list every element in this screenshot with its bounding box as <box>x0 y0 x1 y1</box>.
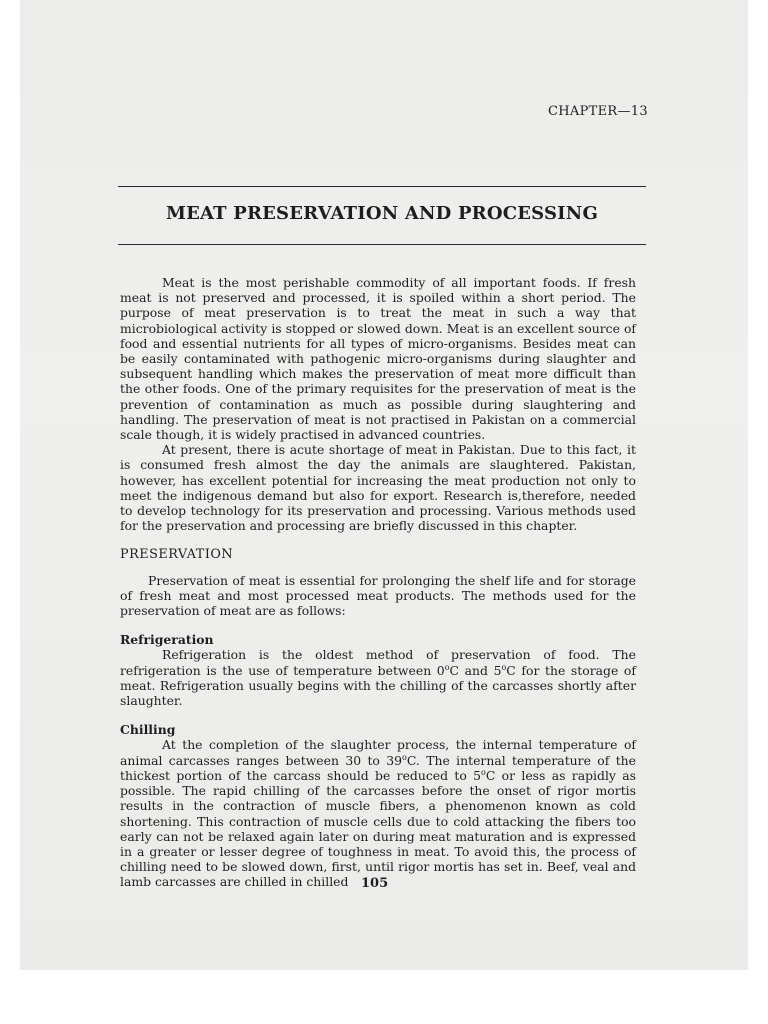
title-top-rule <box>118 186 646 187</box>
section-heading-preservation: PRESERVATION <box>120 547 234 563</box>
preservation-paragraph: Preservation of meat is essential for prolonging the shelf life and for storage of fresh meat and most processed meat products. The methods used for the preservation of meat are as follows: <box>120 572 636 619</box>
page-sheet <box>20 0 748 970</box>
refrigeration-paragraph: Refrigeration is the oldest method of preservation of food. The refrigeration is the use of temperature between 0$^o$C and 5$^o$C for the storage of meat. Refrigeration usually begins with the chilling of the carcasses shortly after slaughter. <box>120 647 636 709</box>
subheading-chilling: Chilling <box>120 722 176 738</box>
title-bottom-rule <box>118 244 646 245</box>
chapter-title: MEAT PRESERVATION AND PROCESSING <box>165 203 599 224</box>
subheading-refrigeration: Refrigeration <box>120 632 214 648</box>
intro-paragraph-2: At present, there is acute shortage of meat in Pakistan. Due to this fact, it is consumed fresh almost the day the animals are slaughtered. Pakistan, however, has excellent potential for increasing the meat production not only to meet the indigenous demand but also for export. Research is,therefore, needed to develop technology for its preservation and processing. Various methods used for the preservation and processing are briefly discussed in this chapter. <box>120 442 636 534</box>
chapter-label: CHAPTER—13 <box>548 104 648 119</box>
intro-paragraph-1: Meat is the most perishable commodity of all important foods. If fresh meat is not preserved and processed, it is spoiled within a short period. The purpose of meat preservation is to treat the meat in such a way that microbiological activity is stopped or slowed down. Meat is an excellent source of food and essential nutrients for all types of micro-organisms. Besides meat can be easily contaminated with pathogenic micro-organisms during slaughter and subsequent handling which makes the preservation of meat more difficult than the other foods. One of the primary requisites for the preservation of meat is the prevention of contamination as much as possible during slaughtering and handling. The preservation of meat is not practised in Pakistan on a commercial scale though, it is widely practised in advanced countries. <box>120 275 636 443</box>
page-number: 105 <box>361 876 389 891</box>
body-text <box>120 275 636 890</box>
chilling-paragraph: At the completion of the slaughter process, the internal temperature of animal carcasses ranges between 30 to 39$^o$C. The internal temperature of the thickest portion of the carcass should be reduced to 5$^o$C or less as rapidly as possible. The rapid chilling of the carcasses before the onset of rigor mortis results in the contraction of muscle fibers, a phenomenon known as cold shortening. This contraction of muscle cells due to cold attacking the fibers too early can not be relaxed again later on during meat maturation and is expressed in a greater or lesser degree of toughness in meat. To avoid this, the process of chilling need to be slowed down, first, until rigor mortis has set in. Beef, veal and lamb carcasses are chilled in chilled <box>120 737 636 890</box>
